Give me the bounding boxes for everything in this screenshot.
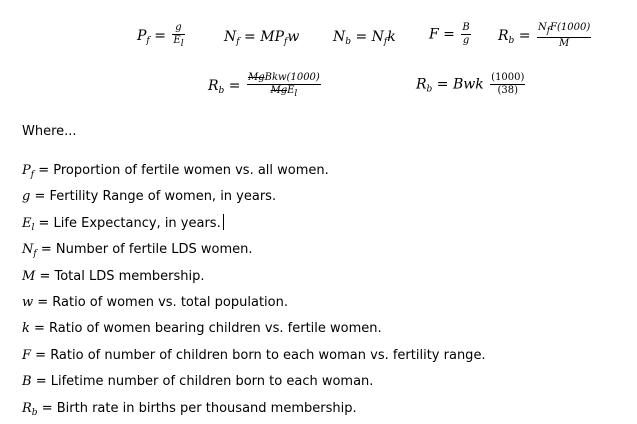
equation-nb	[333, 29, 396, 47]
definition-symbol-sub: f	[33, 249, 37, 260]
definition-symbol: F	[22, 347, 32, 363]
definition-symbol: N	[22, 242, 34, 258]
definition-text: = Birth rate in births per thousand membership.	[37, 400, 357, 416]
f-denominator: g	[462, 35, 470, 46]
nf-lhs: N	[224, 29, 237, 45]
rb2-num-rest: Bkw(1000)	[264, 72, 320, 83]
rb3-lhs-sub: b	[426, 84, 433, 95]
rb1-lhs-sub: b	[508, 36, 515, 46]
rb3-denominator: (38)	[497, 85, 519, 96]
rb1-equals: =	[518, 28, 531, 44]
rb3-fraction	[490, 72, 525, 97]
definition-row	[22, 160, 486, 186]
definition-row	[22, 292, 486, 318]
pf-numerator: g	[175, 22, 182, 33]
rb2-den-strike: Mg	[270, 85, 288, 96]
nf-rhs-pre: MP	[260, 29, 284, 45]
definition-symbol: R	[22, 400, 32, 416]
definition-row	[22, 239, 486, 265]
definition-row	[22, 345, 486, 371]
rb1-lhs: R	[498, 28, 509, 44]
rb1-fraction	[537, 22, 591, 50]
equation-pf	[137, 22, 187, 50]
definition-symbol: P	[22, 163, 31, 178]
f-equals: =	[443, 26, 455, 43]
definition-symbol-sub: f	[30, 170, 35, 180]
rb3-equals: =	[436, 76, 449, 93]
f-fraction	[461, 22, 470, 47]
nf-rhs-sub: f	[284, 37, 288, 47]
equation-rb-2	[208, 72, 323, 100]
rb2-lhs: R	[208, 78, 219, 94]
definition-row	[22, 186, 486, 212]
nb-rhs: N	[371, 29, 384, 45]
definition-symbol: B	[22, 374, 32, 390]
where-label: Where...	[22, 124, 77, 139]
definition-symbol: w	[22, 295, 34, 311]
f-lhs: F	[429, 26, 439, 43]
definition-symbol: k	[22, 321, 30, 337]
nb-rhs-sub: f	[383, 37, 388, 47]
rb3-lhs: R	[416, 76, 427, 93]
definition-text: = Fertility Range of women, in years.	[30, 189, 277, 205]
equation-rb-1	[498, 22, 593, 50]
rb3-rhs-pre: Bwk	[452, 76, 484, 93]
definition-row	[22, 266, 486, 292]
rb2-den-sub: l	[294, 89, 298, 99]
definition-text: = Number of fertile LDS women.	[36, 242, 253, 258]
rb2-lhs-sub: b	[218, 86, 225, 96]
nf-lhs-sub: f	[236, 37, 240, 47]
rb2-fraction	[247, 72, 321, 100]
nf-rhs-post: w	[287, 29, 300, 45]
definition-text: = Lifetime number of children born to each woman.	[31, 374, 374, 390]
definition-row	[22, 318, 486, 344]
definition-symbol-sub: b	[31, 407, 38, 418]
equation-f	[429, 22, 473, 47]
rb1-denominator: M	[558, 38, 570, 49]
rb2-num-strike: Mg	[247, 72, 265, 83]
rb1-num-post: F(1000)	[550, 22, 591, 33]
rb2-equals: =	[228, 78, 241, 94]
definition-text: = Ratio of women bearing children vs. fertile women.	[29, 321, 382, 337]
nb-lhs-sub: b	[345, 37, 352, 47]
definition-row	[22, 398, 486, 424]
pf-equals: =	[154, 28, 166, 44]
nf-equals: =	[244, 29, 256, 45]
f-numerator: B	[462, 22, 470, 33]
rb1-numerator	[537, 22, 591, 37]
rb2-denominator	[269, 85, 298, 100]
pf-lhs: P	[137, 28, 147, 44]
definition-row	[22, 371, 486, 397]
definition-row	[22, 213, 486, 239]
text-cursor	[223, 214, 224, 230]
rb2-den-rest: E	[287, 85, 295, 96]
definition-text: = Proportion of fertile women vs. all women.	[34, 163, 329, 178]
equation-nf	[224, 29, 299, 47]
pf-lhs-sub: f	[146, 36, 150, 46]
rb3-numerator: (1000)	[491, 72, 525, 83]
nb-equals: =	[355, 29, 368, 45]
definition-symbol: M	[22, 268, 36, 284]
rb1-num-pre: N	[537, 22, 547, 33]
definition-symbol: g	[22, 189, 31, 205]
nb-rhs-post: k	[387, 29, 396, 45]
pf-den-letter: E	[173, 35, 181, 46]
definitions-list	[22, 160, 486, 424]
definition-text: = Ratio of number of children born to each woman vs. fertility range.	[31, 347, 486, 363]
equation-rb-3	[416, 72, 527, 97]
rb2-numerator	[247, 72, 321, 84]
nb-lhs: N	[333, 29, 346, 45]
rb1-num-sub: f	[546, 26, 551, 36]
definition-symbol-sub: l	[31, 222, 35, 233]
definition-text: = Ratio of women vs. total population.	[33, 295, 288, 311]
pf-fraction	[172, 22, 184, 50]
pf-den-sub: l	[180, 39, 184, 49]
definition-symbol: E	[22, 215, 32, 231]
pf-denominator	[172, 35, 184, 50]
definition-text: = Life Expectancy, in years.	[34, 215, 221, 231]
definition-text: = Total LDS membership.	[35, 268, 205, 284]
